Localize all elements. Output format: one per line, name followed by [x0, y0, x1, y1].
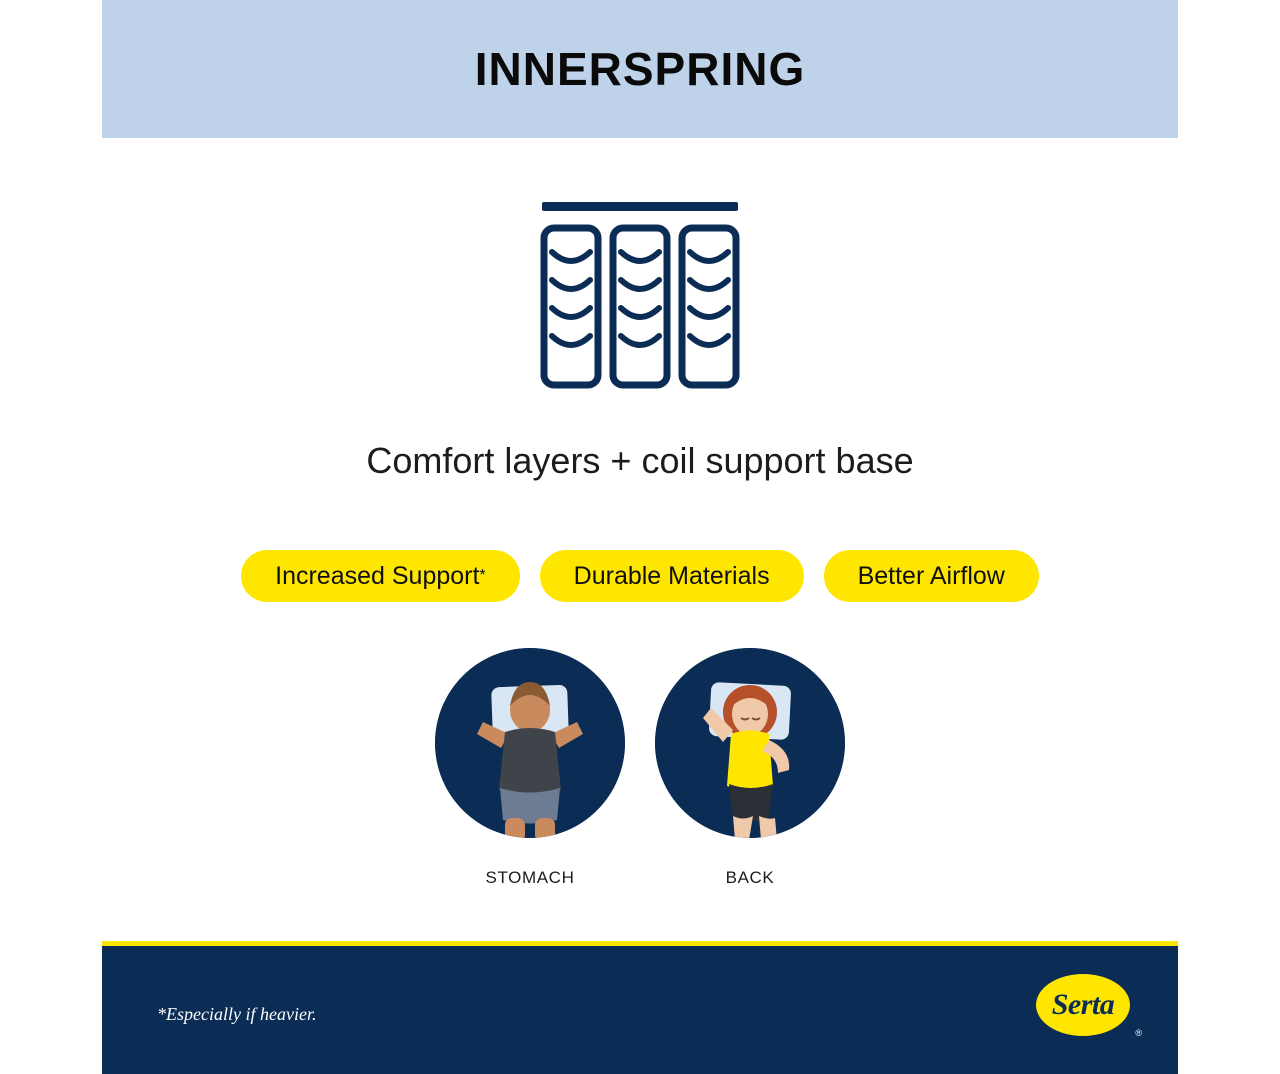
benefit-pill-better-airflow[interactable]: [824, 550, 1039, 602]
back-sleeper-icon: [655, 648, 845, 838]
brand-name: Serta: [1051, 988, 1115, 1021]
page-title: INNERSPRING: [474, 43, 806, 95]
footer-bar: [102, 941, 1178, 1074]
sleep-position-stomach: [435, 648, 625, 888]
footnote-text: *Especially if heavier.: [157, 1004, 317, 1024]
sleep-position-back: [655, 648, 845, 888]
coil-springs-illustration: [102, 190, 1178, 405]
stomach-sleeper-icon: [435, 648, 625, 838]
serta-logo: [1036, 974, 1130, 1036]
headline-text: Comfort layers + coil support base: [366, 440, 914, 481]
benefit-label: Better Airflow: [857, 561, 1005, 590]
sleep-positions-row: [102, 648, 1178, 888]
benefit-footnote-marker: *: [479, 567, 486, 584]
registered-trademark-mark: ®: [1135, 1028, 1142, 1038]
benefit-pill-durable-materials[interactable]: [540, 550, 804, 602]
benefit-label: Increased Support: [275, 561, 480, 590]
benefit-pill-increased-support[interactable]: [241, 550, 520, 602]
benefit-label: Durable Materials: [573, 561, 770, 590]
coil-springs-icon: [540, 200, 740, 395]
header-band: [102, 0, 1178, 138]
benefits-row: [102, 550, 1178, 602]
sleep-position-label: BACK: [725, 868, 775, 887]
infographic-card: [102, 0, 1178, 1074]
sleep-position-label: STOMACH: [485, 868, 575, 887]
